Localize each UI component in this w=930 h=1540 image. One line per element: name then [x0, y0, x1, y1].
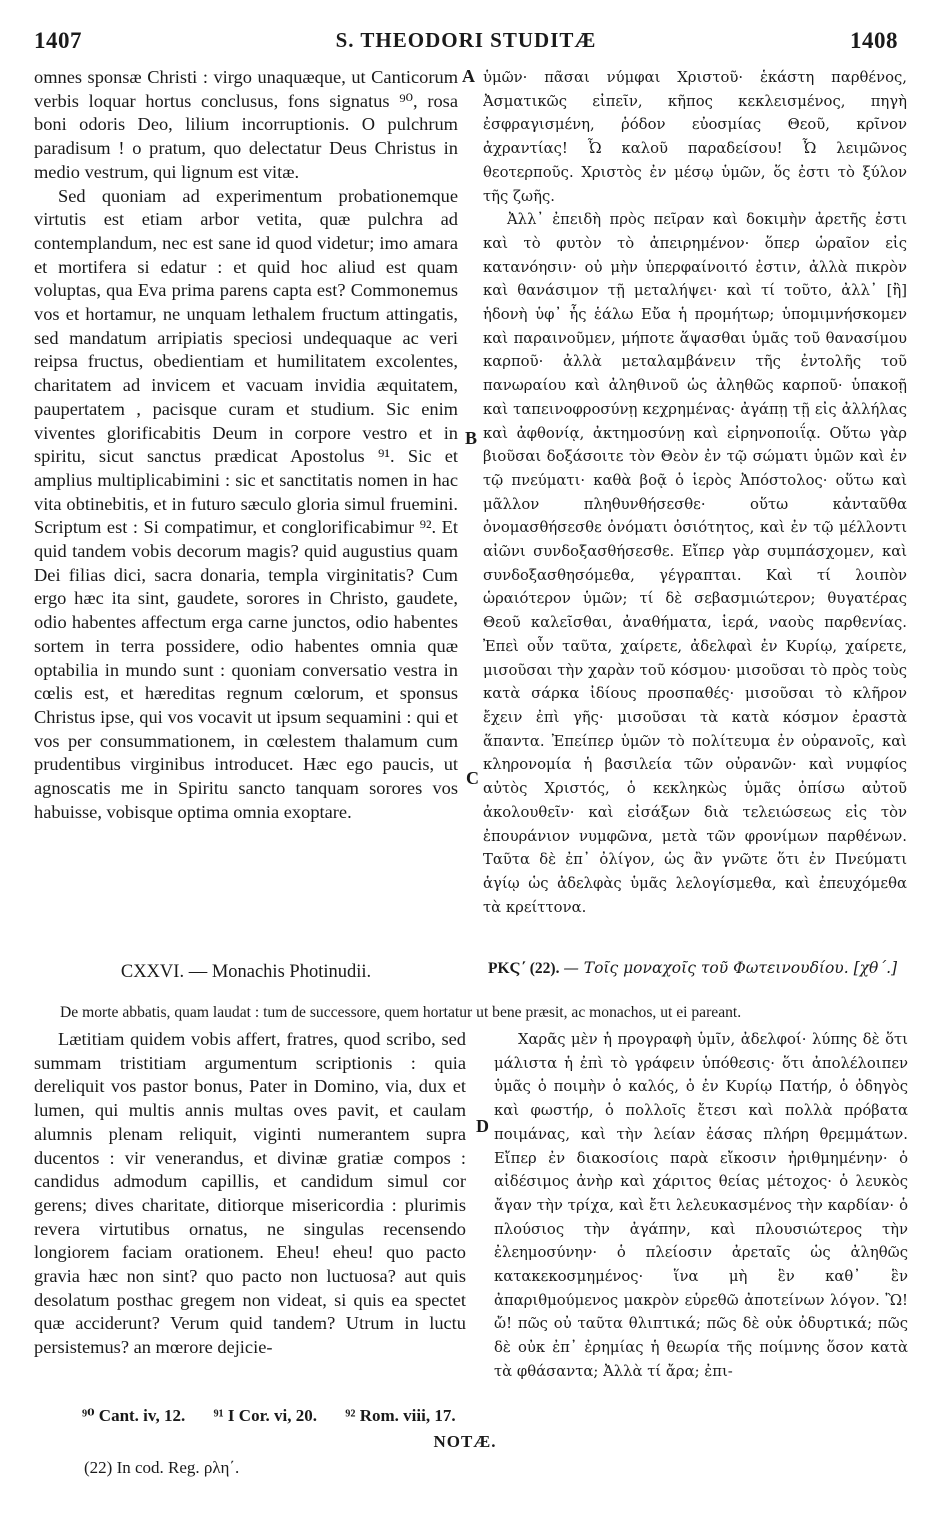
letter-summary: De morte abbatis, quam laudat : tum de successore, quem hortatur ut bene præsit, ac monachos, ut ei pareant.: [60, 1004, 742, 1021]
margin-letter-d: D: [476, 1116, 489, 1136]
latin-column-bottom: [34, 1028, 466, 1400]
latin-paragraph-2: Sed quoniam ad experimentum probationemque virtutis est etiam arbor vetita, quæ pulchra ad contemplandum, nec est sane id quod videtur; imo amara et mortifera si edatur : et quid hoc aliud est quam voluptas, qua Eva prima parens capta est? Commonemus vos et hortamur, ne unquam lethalem fructum attingatis, sed mandatum arripiatis speciosi undequaque ac veri reipsa fructus, obedientiam et humilitatem excolentes, charitatem ad invicem et vacuam invidia æquitatem, paupertatem , pacisque curam et studium. Sic enim viventes glorificabitis Deum in corpore vestro et in spiritu, sicut sanctus prædicat Apostolus ⁹¹. Sic et amplius multiplicabimini : sic et sanctitatis nomen in hac vita obtinebitis, et in futuro sæculo gloria simul fruemini. Scriptum est : Si compatimur, et conglorificabimur ⁹². Et quid tandem vobis decorum magis? quid augustius quam Dei filias dici, sacra donaria, templa virginitatis? Cum ergo hæc ita sint, gaudete, sorores in Christo, gaudete, odio habentes affectum erga carne junctos, odio habentes sortem in terra possidere, odio habentes omnia quæ optabilia in mundo sunt : quoniam conversatio vestra in cœlis est, et hæreditas regnum cœlorum, et sponsus Christus ipse, qui vos vocavit ut ipsum sequamini : qui et vos per consummationem, in cœlestem thalamum cum prudentibus virginibus introducet. Hæc ego paucis, ut agnoscatis me in Spiritu sancto tanquam sorores vos habuisse, vobisque optima omnia exoptare.: [34, 185, 458, 822]
latin-column-top: [34, 66, 458, 958]
running-title: S. THEODORI STUDITÆ: [335, 28, 597, 52]
page-header: [34, 28, 898, 62]
page-number-right: 1408: [850, 28, 898, 53]
footnote-90: ⁹⁰ Cant. iv, 12.: [82, 1406, 186, 1425]
margin-letter-a: A: [462, 66, 475, 86]
editorial-note: (22) In cod. Reg. ρλη΄.: [84, 1458, 240, 1477]
footnote-92: ⁹² Rom. viii, 17.: [345, 1406, 456, 1425]
greek-column-top: [483, 66, 907, 958]
greek-letter-address: — Τοῖς μοναχοῖς τοῦ Φωτεινουδίου. [χθ΄.]: [563, 959, 898, 977]
margin-letter-c: C: [466, 768, 479, 788]
greek-paragraph-2: Ἀλλ᾽ ἐπειδὴ πρὸς πεῖραν καὶ δοκιμὴν ἀρετῆς ἐστι καὶ τὸ φυτὸν τὸ ἀπειρημένον· ὅπερ ὡραῖον εἰς κατανόησιν· οὐ μὴν ὑπερφαίνοιτό ἐστιν, ἀλλὰ πικρὸν καὶ θανάσιμον τῇ μεταλήψει· καὶ τί τοῦτο, ἀλλ᾽ [ἢ] ἡδονὴ ὑφ᾽ ἧς ἑάλω Εὔα ἡ προμήτωρ; ὑπομιμνήσκομεν καὶ παραινοῦμεν, μήποτε ἅψασθαι ὑμᾶς τοῦ θανασίμου καρποῦ· ἀλλὰ μεταλαμβάνειν τῆς ἐντολῆς τοῦ πανωραίου καὶ ἀληθινοῦ ὡς ἀληθῶς καρποῦ· ὑπακοῇ καὶ ταπεινοφροσύνῃ κεχρημένας· ἀγάπῃ τῇ εἰς ἀλλήλας καὶ ἀφθονίᾳ, ἀκτημοσύνῃ καὶ εἰρηνοποιΐᾳ. Οὕτω γὰρ βιοῦσαι δοξάσοιτε τὸν Θεὸν ἐν τῷ σώματι ὑμῶν καὶ ἐν τῷ πνεύματι· καθὰ βοᾷ ὁ ἱερὸς Ἀπόστολος· οὕτω καὶ μᾶλλον πληθυνθήσεσθε· οὕτω κἀνταῦθα ὀνομασθήσεσθε ὀνόματι ὁσιότητος, καὶ ἐν τῷ μέλλοντι αἰῶνι συνδοξασθήσεσθε. Εἴπερ γὰρ συμπάσχομεν, καὶ συνδοξασθησόμεθα, γέγραπται. Καὶ τί λοιπὸν ὡραιότερον ὑμῶν; τί δὲ σεβασμιώτερον; θυγατέρας Θεοῦ καλεῖσθαι, ἀναθήματα, ἱερά, ναοὺς παρθενίας. Ἐπεὶ οὖν ταῦτα, χαίρετε, ἀδελφαὶ ἐν Κυρίῳ, χαίρετε, μισοῦσαι τὴν χαρὰν τοῦ κόσμου· μισοῦσαι τὸ πρὸς τοὺς κατὰ σάρκα ἰδίους προσπαθές· μισοῦσαι τὸ κλῆρον ἔχειν ἐπὶ γῆς· μισοῦσαι τὰ κατὰ κόσμον ἐραστὰ ἅπαντα. Ἐπείπερ ὑμῶν τὸ πολίτευμα ἐν οὐρανοῖς, καὶ κληρονομία ἡ βασιλεία τῶν οὐρανῶν· καὶ νυμφίος αὐτὸς Χριστός, ὁ κεκληκὼς ὑμᾶς ὀπίσω αὐτοῦ ἀκολουθεῖν· καὶ εἰσάξων διὰ τελειώσεως εἰς τὸν ἐπουράνιον νυμφῶνα, μετὰ τῶν φρονίμων παρθένων. Ταῦτα δὲ ἐπ᾽ ὀλίγον, ὡς ἂν γνῶτε ὅτι ἐν Πνεύματι ἁγίῳ ὡς ἀδελφὰς ὑμᾶς λελογίσμεθα, καὶ ἐπευχόμεθα τὰ κρείττονα.: [483, 211, 907, 916]
greek-letter-title: [488, 958, 908, 979]
footnote-91: ⁹¹ I Cor. vi, 20.: [213, 1406, 318, 1425]
margin-letter-b: B: [465, 428, 478, 448]
notae-heading: NOTÆ.: [433, 1432, 497, 1451]
greek-paragraph-1: ὑμῶν· πᾶσαι νύμφαι Χριστοῦ· ἑκάστη παρθένος, Ἀσματικῶς εἰπεῖν, κῆπος κεκλεισμένος, πηγὴ ἐσφραγισμένη, ῥόδον εὐοσμίας Θεοῦ, κρῖνον ἀχραντίας! Ὦ καλοῦ παραδείσου! Ὦ λειμῶνος θεοτερποῦς. Χριστὸς ἐν μέσῳ ὑμῶν, ὅς ἐστι τὸ ξύλον τῆς ζωῆς.: [483, 69, 907, 205]
page-number-left: 1407: [34, 28, 82, 53]
greek-column-bottom: [494, 1028, 908, 1400]
greek-paragraph-3: Χαρᾶς μὲν ἡ προγραφὴ ὑμῖν, ἀδελφοί· λύπης δὲ ὅτι μάλιστα ἡ ἐπὶ τὸ γράφειν ὑπόθεσις· ὅτι ἀπολέλοιπεν ὑμᾶς ὁ ποιμὴν ὁ καλός, ὁ ἐν Κυρίῳ Πατήρ, ὁ ὁδηγὸς καὶ φωστήρ, ὁ πολλοῖς ἔτεσι καὶ πολλὰ πρόβατα ποιμάνας, καὶ τὴν λείαν ἐάσας πλήρη θρεμμάτων. Εἴπερ ἐν διακοσίοις παρὰ εἴκοσιν ἠριθμημένην· ὁ αἰδέσιμος ἀνὴρ καὶ χάριτος θείας μέτοχος· ὁ λευκὸς ἄγαν τὴν τρίχα, καὶ ἔτι λελευκασμένος τὴν καρδίαν· ὁ πλούσιος τὴν ἀγάπην, καὶ πλουσιώτερος τὴν ἐλεημοσύνην· ὁ πλείοσιν ἀρεταῖς ὡς ἀληθῶς κατακεκοσμημένος· ἵνα μὴ ἓν καθ᾽ ἓν ἀπαριθμούμενος μακρὸν εὑρεθῶ ἀποτείνων λόγον. Ὢ! ὤ! πῶς οὐ ταῦτα θλιπτικά; πῶς δὲ οὐκ ὀδυρτικά; πῶς δὲ οὐκ ἐπ᾽ ἐρημίας ἡ θεωρία τῆς ποίμνης ὅσον κατὰ τὰ φθάσαντα; Ἀλλὰ τί ἄρα; ἐπι-: [494, 1031, 908, 1380]
greek-letter-number: ΡΚϚ΄ (22).: [488, 960, 560, 977]
latin-letter-title: CXXVI. — Monachis Photinudii.: [120, 962, 372, 982]
latin-paragraph-1: omnes sponsæ Christi : virgo unaquæque, ut Canticorum verbis loquar hortus conclusus, fons signatus ⁹⁰, rosa boni odoris Deo, lilium incorruptionis. O pulchrum paradisum ! o pratum, quo delectatur Deus Christus in medio vestrum, qui lignum est vitæ.: [34, 67, 458, 182]
latin-paragraph-3: Lætitiam quidem vobis affert, fratres, quod scribo, sed summam tristitiam argumentum scriptionis : quia dereliquit vos pastor bonus, Pater in Domino, via, dux et lumen, qui multis annis multas oves pavit, et caulam alumnis plenam reliquit, viginti numerantem supra ducentos : vir venerandus, et divinæ gratiæ compos : candidus admodum capillis, et candidum simul cor gerens; dives charitate, ditiorque misericordia : plurimis revera virtutibus ornatus, ne singulas recensendo longiorem faciam orationem. Eheu! eheu! quo pacto gravia hæc non sint? quo pacto non luctuosa? aut quis desolatum posthac gregem non videat, si quis ea spectet quæ acciderunt? Verum quid tandem? Utrum in luctu persistemus? an mœrore dejicie-: [34, 1029, 466, 1358]
footnotes: [82, 1406, 480, 1426]
